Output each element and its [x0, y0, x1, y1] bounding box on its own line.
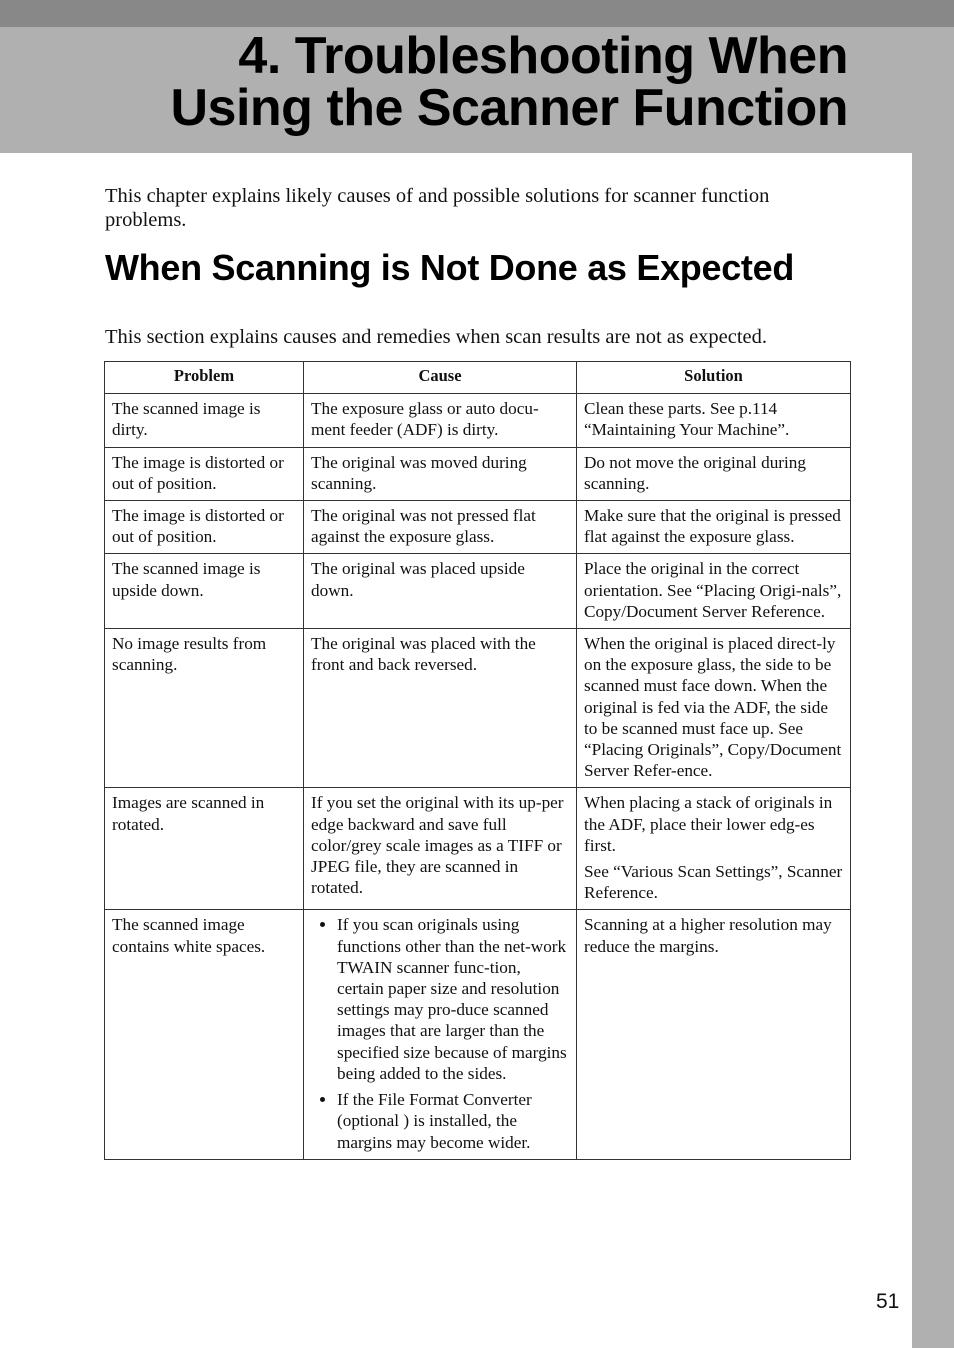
table-row: [105, 447, 851, 500]
solution-text: When placing a stack of originals in the ADF, place their lower edg-es first.: [584, 793, 833, 855]
solution-text: Make sure that the original is pressed flat against the exposure glass.: [584, 506, 841, 547]
solution-cell: [577, 629, 851, 788]
chapter-intro: This chapter explains likely causes of and possible solutions for scanner function problems.: [105, 185, 770, 231]
table-row: [105, 910, 851, 1159]
table-header-row: [105, 362, 851, 394]
solution-cell: [577, 394, 851, 447]
header-top-strip: [0, 0, 954, 27]
section-heading: When Scanning is Not Done as Expected: [105, 247, 795, 288]
problem-cell: The scanned image is dirty.: [105, 394, 304, 447]
cause-bullet-item: • If the File Format Converter (optional ) is installed, the margins may become wider.: [337, 1089, 570, 1153]
table-row: [105, 629, 851, 788]
chapter-title-line-1: 4. Troubleshooting When: [238, 27, 848, 85]
cause-cell: The original was placed upside down.: [304, 554, 577, 629]
solution-reference: See “Various Scan Settings”, Scanner Reference.: [584, 862, 843, 903]
solution-text: Scanning at a higher resolution may reduce the margins.: [584, 915, 832, 956]
table-row: [105, 501, 851, 554]
table-row: [105, 394, 851, 447]
solution-text: When the original is placed direct-ly on the exposure glass, the side to be scanned must face down. When the original is fed via the ADF, the side to be scanned must face up. See “Placing Originals”, Copy/Document Server Refer-ence.: [584, 634, 842, 781]
column-header-solution: Solution: [577, 362, 851, 394]
solution-text: Do not move the original during scanning.: [584, 452, 806, 493]
solution-cell: [577, 447, 851, 500]
solution-cell: [577, 910, 851, 1159]
problem-cell: The image is distorted or out of position.: [105, 447, 304, 500]
cause-cell: The original was moved during scanning.: [304, 447, 577, 500]
chapter-title: [170, 27, 849, 137]
table-row: [105, 788, 851, 910]
problem-cell: The scanned image contains white spaces.: [105, 910, 304, 1159]
problem-cell: Images are scanned in rotated.: [105, 788, 304, 910]
problem-cell: The image is distorted or out of position.: [105, 501, 304, 554]
page-number: 51: [876, 1290, 900, 1313]
solution-text: Place the original in the correct orientation. See “Placing Origi-nals”, Copy/Document Server Reference.: [584, 559, 842, 621]
section-intro: This section explains causes and remedies when scan results are not as expected.: [105, 326, 768, 348]
column-header-problem: Problem: [105, 362, 304, 394]
chapter-title-line-2: Using the Scanner Function: [170, 79, 848, 137]
cause-cell: The original was not pressed flat against the exposure glass.: [304, 501, 577, 554]
problem-cell: The scanned image is upside down.: [105, 554, 304, 629]
solution-text: Clean these parts. See p.114 “Maintaining Your Machine”.: [584, 399, 790, 440]
cause-bullet-list: [311, 914, 570, 1152]
solution-cell: [577, 554, 851, 629]
table-row: [105, 554, 851, 629]
solution-cell: [577, 788, 851, 910]
problem-cell: No image results from scanning.: [105, 629, 304, 788]
cause-cell: [304, 910, 577, 1159]
cause-bullet-item: • If you scan originals using functions other than the net-work TWAIN scanner func-tion, certain paper size and resolution settings may pro-duce scanned images that are larger than the specified size because of margins being added to the sides.: [337, 914, 570, 1084]
chapter-side-tab: [912, 153, 954, 1348]
cause-cell: The original was placed with the front and back reversed.: [304, 629, 577, 788]
solution-cell: [577, 501, 851, 554]
cause-cell: If you set the original with its up-per edge backward and save full color/grey scale images as a TIFF or JPEG file, they are scanned in rotated.: [304, 788, 577, 910]
cause-cell: The exposure glass or auto docu-ment feeder (ADF) is dirty.: [304, 394, 577, 447]
column-header-cause: Cause: [304, 362, 577, 394]
troubleshooting-table: [104, 361, 851, 1160]
